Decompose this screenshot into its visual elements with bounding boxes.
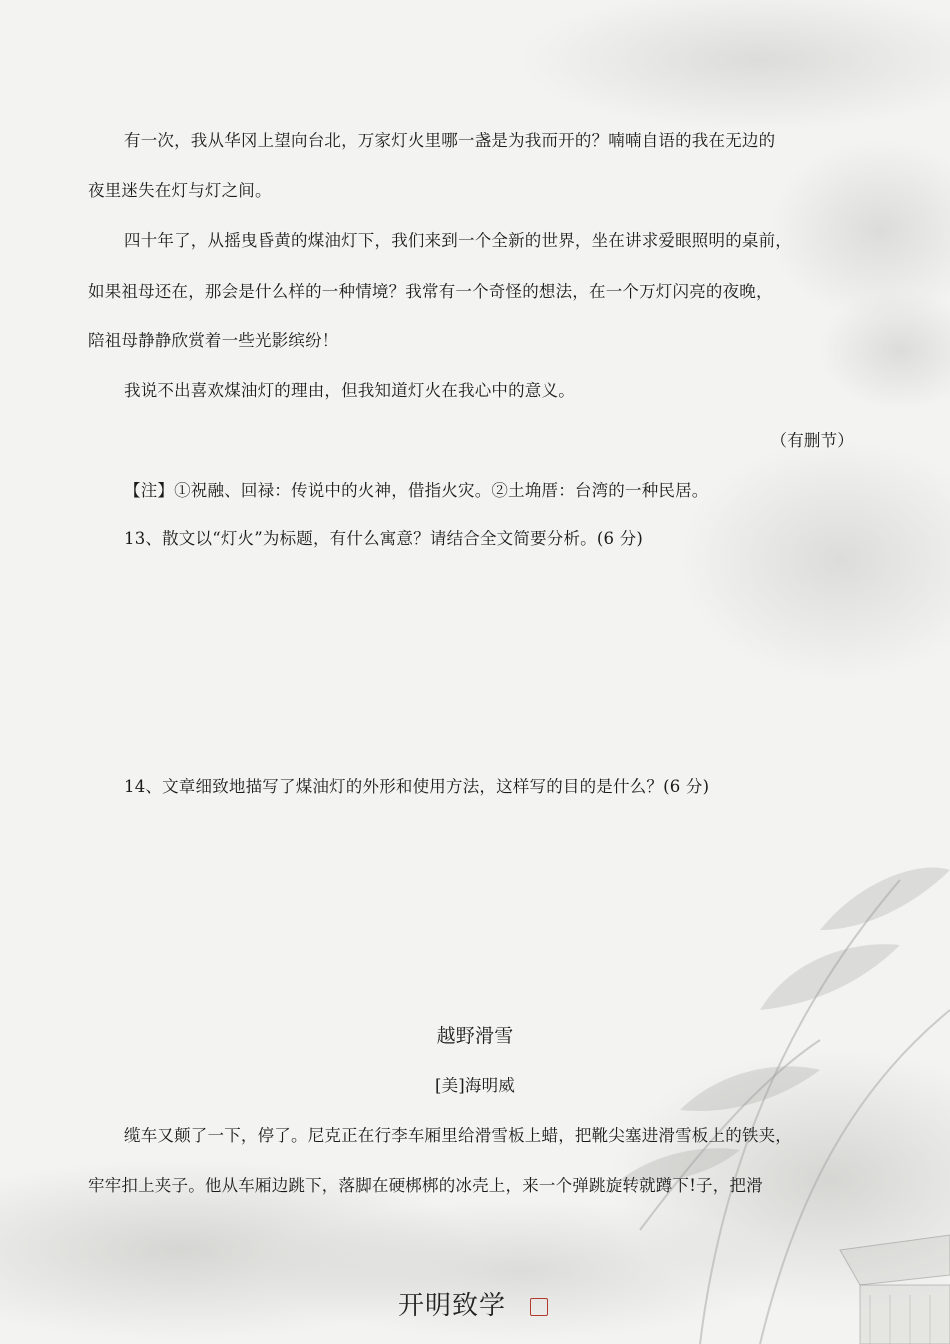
paragraph-1-line-2: 夜里迷失在灯与灯之间。	[88, 181, 272, 200]
source-note: （有删节）	[770, 431, 854, 450]
article-author: [美]海明威	[434, 1076, 516, 1095]
paragraph-2-line-1: 四十年了，从摇曳昏黄的煤油灯下，我们来到一个全新的世界，坐在讲求爱眼照明的桌前，	[124, 231, 792, 250]
paragraph-2-line-2: 如果祖母还在，那会是什么样的一种情境？我常有一个奇怪的想法，在一个万灯闪亮的夜晚，	[88, 282, 773, 301]
paragraph-3-line-1: 我说不出喜欢煤油灯的理由，但我知道灯火在我心中的意义。	[124, 381, 575, 400]
article-line-2: 牢牢扣上夹子。他从车厢边跳下，落脚在硬梆梆的冰壳上，来一个弹跳旋转就蹲下!子，把滑	[88, 1176, 763, 1195]
paragraph-1-line-1: 有一次，我从华冈上望向台北，万家灯火里哪一盏是为我而开的？喃喃自语的我在无边的	[124, 131, 776, 150]
question-14: 14、文章细致地描写了煤油灯的外形和使用方法，这样写的目的是什么？(6 分)	[124, 777, 710, 796]
paragraph-2-line-3: 陪祖母静静欣赏着一些光影缤纷！	[88, 331, 339, 350]
article-title: 越野滑雪	[436, 1025, 514, 1047]
seal-stamp-icon	[530, 1298, 548, 1316]
annotation-note: 【注】①祝融、回禄：传说中的火神，借指火灾。②土埆厝：台湾的一种民居。	[124, 481, 709, 500]
article-line-1: 缆车又颠了一下，停了。尼克正在行李车厢里给滑雪板上蜡，把靴尖塞进滑雪板上的铁夹，	[124, 1126, 792, 1145]
question-13: 13、散文以“灯火”为标题，有什么寓意？请结合全文简要分析。(6 分)	[124, 529, 643, 548]
footer-logo: 开明致学	[398, 1291, 507, 1321]
